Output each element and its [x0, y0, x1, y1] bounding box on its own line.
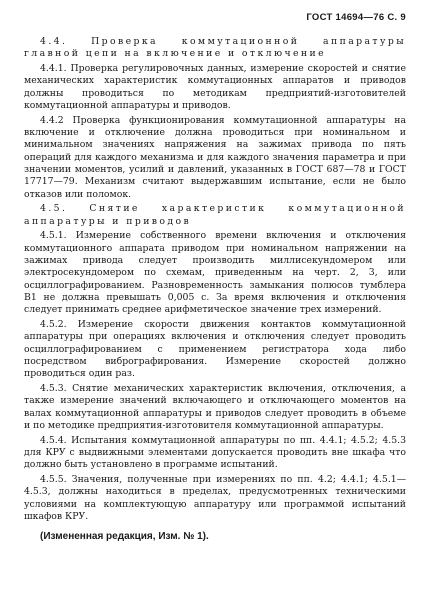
paragraph-4-5-1: 4.5.1. Измерение собственного времени включения и отключения коммутационного аппарата приводом при номинальном напряжении на зажимах привода следует производить миллисекундомером или электросекундомером по схемам, приведенным на черт. 2, 3, или осциллографированием. Разновременность замыкания полюсов тумблера В1 не должна превышать 0,005 с. За время включения и отключения следует принимать среднее арифметическое значение трех измерений.: [24, 230, 406, 316]
running-head: ГОСТ 14694—76 С. 9: [306, 12, 406, 23]
document-body: [24, 36, 406, 523]
paragraph-4-5-2: 4.5.2. Измерение скорости движения контактов коммутационной аппаратуры при операциях включения и отключения следует проводить осциллографированием с применением регистратора хода либо посредством вибрографирования. Измерение скоростей должно проводиться один раз.: [24, 319, 406, 380]
paragraph-4-4-1: 4.4.1. Проверка регулировочных данных, измерение скоростей и снятие механических характеристик коммутационных аппаратов и приводов должны проводиться по методикам предприятий-изготовителей коммутационной аппаратуры и приводов.: [24, 63, 406, 111]
amendment-note: (Измененная редакция, Изм. № 1).: [40, 531, 209, 543]
section-heading-4-4: 4.4. Проверка коммутационной аппаратуры главной цепи на включение и отключение: [24, 36, 406, 60]
section-heading-4-5: 4.5. Снятие характеристик коммутационной аппаратуры и приводов: [24, 203, 406, 227]
paragraph-4-5-5: 4.5.5. Значения, полученные при измерениях по пп. 4.2; 4.4.1; 4.5.1—4.5.3, должны находиться в пределах, предусмотренных техническими условиями на комплектующую аппаратуру или программой испытаний шкафов КРУ.: [24, 474, 406, 522]
paragraph-4-5-3: 4.5.3. Снятие механических характеристик включения, отключения, а также измерение значений включающего и отключающего моментов на валах коммутационной аппаратуры и приводов следует проводить в объеме и по методике предприятия-изготовителя коммутационной аппаратуры.: [24, 383, 406, 431]
paragraph-4-5-4: 4.5.4. Испытания коммутационной аппаратуры по пп. 4.4.1; 4.5.2; 4.5.3 для КРУ с выдвижными элементами допускается проводить вне шкафа что должно быть установлено в программе испытаний.: [24, 434, 406, 471]
paragraph-4-4-2: 4.4.2 Проверка функционирования коммутационной аппаратуры на включение и отключение должна проводиться при номинальном и минимальном значениях напряжения на зажимах привода по пять операций для каждого механизма и для каждого значения параметра и при значении моментов, усилий и давлений, указанных в ГОСТ 687—78 и ГОСТ 17717—79. Механизм считают выдержавшим испытание, если не было отказов или поломок.: [24, 114, 406, 200]
